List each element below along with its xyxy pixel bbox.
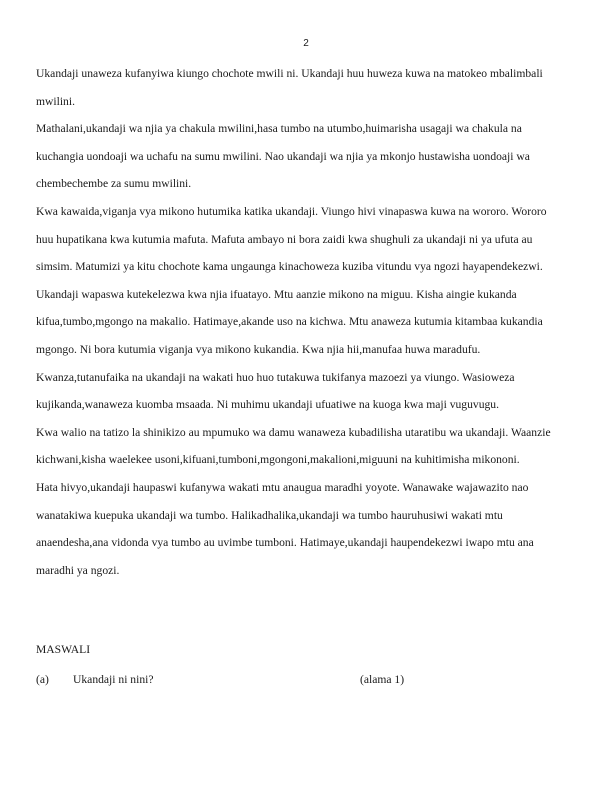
passage-line: mgongo. Ni bora kutumia viganja vya mikono kukandia. Kwa njia hii,manufaa huwa maradufu. [36, 342, 481, 356]
page-number: 2 [303, 38, 309, 49]
passage-line: mwilini. [36, 94, 75, 108]
passage-line: kifua,tumbo,mgongo na makalio. Hatimaye,akande uso na kichwa. Mtu anaweza kutumia kitambaa kukandia [36, 315, 543, 329]
passage-line: Kwa kawaida,viganja vya mikono hutumika katika ukandaji. Viungo hivi vinapaswa kuwa na wororo. Wororo [36, 204, 547, 218]
question-marks: (alama 1) [360, 673, 405, 686]
passage-line: simsim. Matumizi ya kitu chochote kama ungaunga kinachoweza kuziba vitundu vya ngozi hayapendekezwi. [36, 260, 543, 274]
passage-line: chembechembe za sumu mwilini. [36, 177, 192, 191]
passage [36, 60, 572, 584]
question-a [36, 670, 576, 690]
passage-line: Ukandaji wapaswa kutekelezwa kwa njia ifuatayo. Mtu aanzie mikono na miguu. Kisha aingie kukanda [36, 287, 517, 301]
passage-line: kichwani,kisha waelekee usoni,kifuani,tumboni,mgongoni,makalioni,miguuni na kuhitimisha mikononi. [36, 453, 520, 467]
passage-line: anaendesha,ana vidonda vya tumbo au uvimbe tumboni. Hatimaye,ukandaji haupendekezwi iwapo mtu ana [36, 536, 534, 550]
passage-line: Hata hivyo,ukandaji haupaswi kufanywa wakati mtu anaugua maradhi yoyote. Wanawake wajawazito nao [36, 480, 529, 494]
passage-line: wanatakiwa kuepuka ukandaji wa tumbo. Halikadhalika,ukandaji wa tumbo hauruhusiwi wakati mtu [36, 508, 503, 522]
passage-line: Kwa walio na tatizo la shinikizo au mpumuko wa damu wanaweza kubadilisha utaratibu wa ukandaji. Waanzie [36, 425, 551, 439]
passage-line: Mathalani,ukandaji wa njia ya chakula mwilini,hasa tumbo na utumbo,huimarisha usagaji wa chakula na [36, 122, 522, 136]
passage-line: Ukandaji unaweza kufanyiwa kiungo chochote mwili ni. Ukandaji huu huweza kuwa na matokeo mbalimbali [36, 67, 543, 80]
passage-line: maradhi ya ngozi. [36, 563, 120, 577]
passage-line: kujikanda,wanaweza kuomba msaada. Ni muhimu ukandaji ufuatiwe na kuoga kwa maji vuguvugu. [36, 398, 499, 412]
question-text: Ukandaji ni nini? [73, 673, 154, 686]
passage-line: huu hupatikana kwa kutumia mafuta. Mafuta ambayo ni bora zaidi kwa shughuli za ukandaji ni ya ufuta au [36, 232, 533, 246]
section-title: MASWALI [36, 643, 91, 656]
passage-line: Kwanza,tutanufaika na ukandaji na wakati huo huo tutakuwa tukifanya mazoezi ya viungo. Wasioweza [36, 370, 515, 384]
passage-line: kuchangia uondoaji wa uchafu na sumu mwilini. Nao ukandaji wa njia ya mkonjo hustawisha uondoaji wa [36, 149, 530, 163]
question-label: (a) [36, 673, 49, 686]
